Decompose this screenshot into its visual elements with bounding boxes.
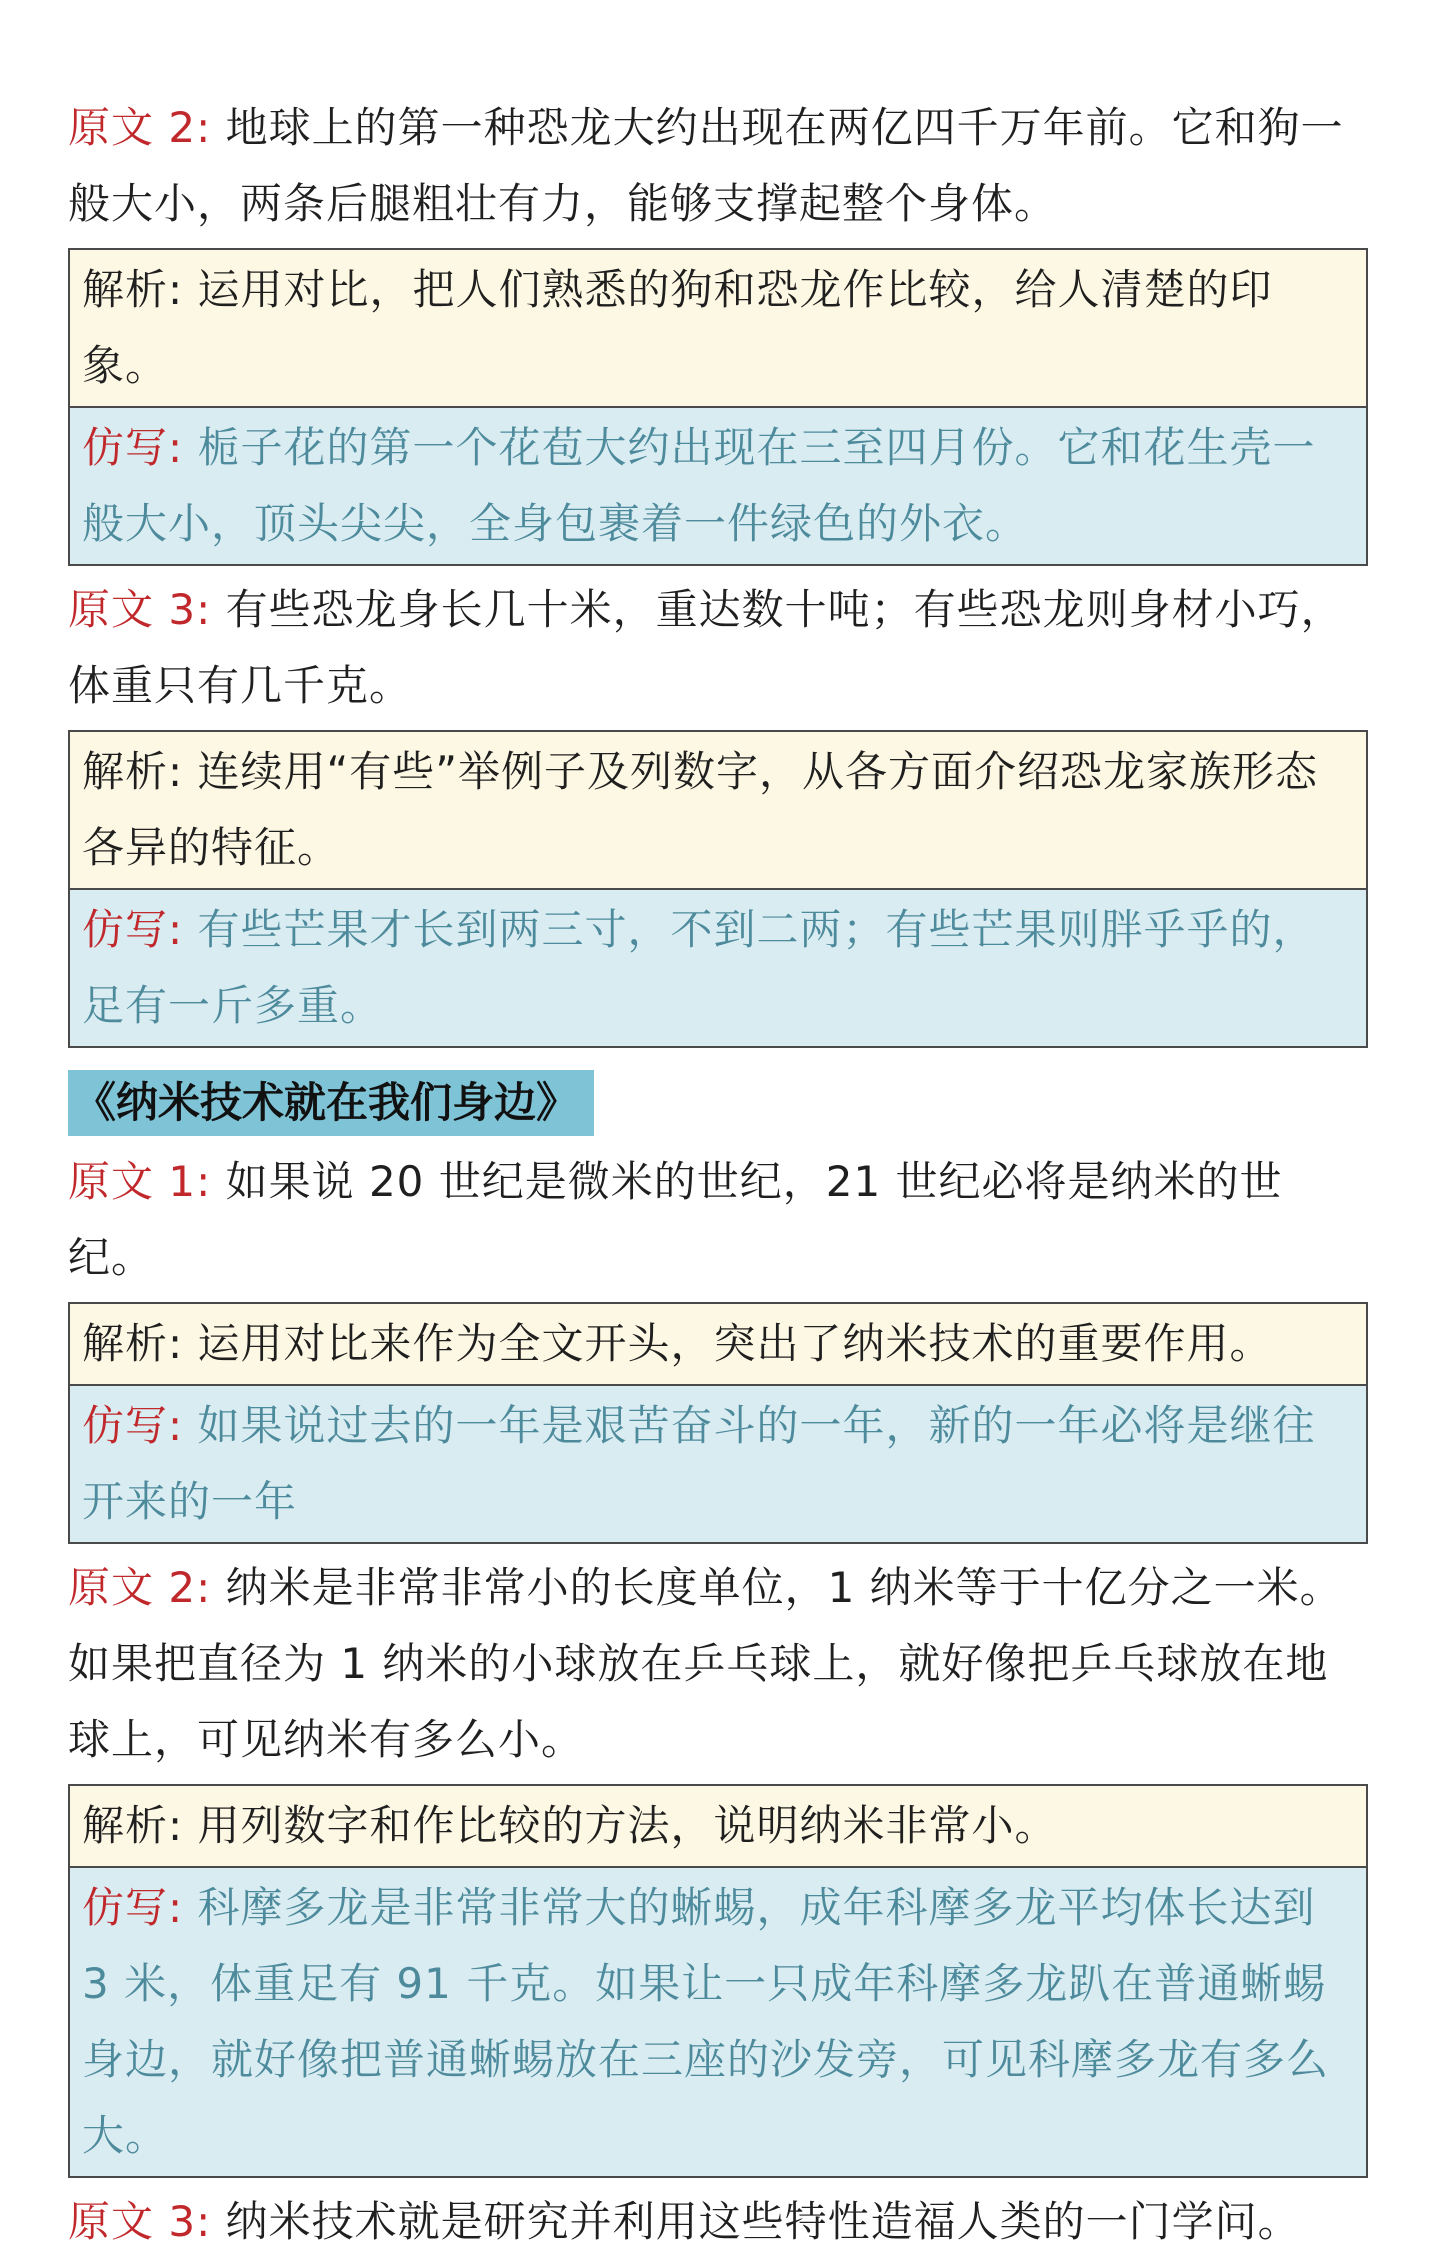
analysis-text: 用列数字和作比较的方法，说明纳米非常小。 bbox=[197, 1801, 1058, 1850]
original-text-block bbox=[68, 1144, 1368, 1296]
analysis-block bbox=[70, 1786, 1366, 1868]
original-text: 有些恐龙身长几十米，重达数十吨；有些恐龙则身材小巧，体重只有几千克。 bbox=[68, 585, 1344, 710]
original-text: 地球上的第一种恐龙大约出现在两亿四千万年前。它和狗一般大小，两条后腿粗壮有力，能够支撑起整个身体。 bbox=[68, 103, 1344, 228]
original-label: 原文 3: bbox=[68, 585, 212, 634]
analysis-label: 解析: bbox=[82, 265, 184, 314]
imitation-label: 仿写: bbox=[82, 1401, 184, 1450]
analysis-imitation-box bbox=[68, 1784, 1368, 2178]
analysis-block bbox=[70, 1304, 1366, 1386]
analysis-block bbox=[70, 250, 1366, 408]
original-label: 原文 2: bbox=[68, 1563, 212, 1612]
imitation-text: 如果说过去的一年是艰苦奋斗的一年，新的一年必将是继往开来的一年 bbox=[82, 1401, 1316, 1526]
original-text: 如果说 20 世纪是微米的世纪，21 世纪必将是纳米的世纪。 bbox=[68, 1157, 1283, 1282]
section-title-wrapper bbox=[68, 1054, 1368, 1144]
original-label: 原文 1: bbox=[68, 1157, 212, 1206]
analysis-text: 运用对比，把人们熟悉的狗和恐龙作比较，给人清楚的印象。 bbox=[82, 265, 1273, 390]
original-label: 原文 3: bbox=[68, 2197, 212, 2246]
original-text-block bbox=[68, 572, 1368, 724]
analysis-text: 连续用“有些”举例子及列数字，从各方面介绍恐龙家族形态各异的特征。 bbox=[82, 747, 1319, 872]
analysis-label: 解析: bbox=[82, 747, 184, 796]
imitation-block bbox=[70, 890, 1366, 1046]
analysis-imitation-box bbox=[68, 730, 1368, 1048]
analysis-text: 运用对比来作为全文开头，突出了纳米技术的重要作用。 bbox=[197, 1319, 1273, 1368]
analysis-label: 解析: bbox=[82, 1319, 184, 1368]
original-label: 原文 2: bbox=[68, 103, 212, 152]
analysis-imitation-box bbox=[68, 1302, 1368, 1544]
imitation-label: 仿写: bbox=[82, 905, 184, 954]
imitation-block bbox=[70, 1868, 1366, 2176]
original-text-block bbox=[68, 90, 1368, 242]
imitation-label: 仿写: bbox=[82, 423, 184, 472]
imitation-text: 栀子花的第一个花苞大约出现在三至四月份。它和花生壳一般大小，顶头尖尖，全身包裹着一件绿色的外衣。 bbox=[82, 423, 1316, 548]
imitation-block bbox=[70, 1386, 1366, 1542]
document-page bbox=[68, 90, 1368, 2260]
imitation-text: 科摩多龙是非常非常大的蜥蜴，成年科摩多龙平均体长达到 3 米，体重足有 91 千克。如果让一只成年科摩多龙趴在普通蜥蜴身边，就好像把普通蜥蜴放在三座的沙发旁，可见科摩多龙有多么大。 bbox=[82, 1883, 1330, 2160]
section-title: 《纳米技术就在我们身边》 bbox=[68, 1070, 594, 1136]
analysis-imitation-box bbox=[68, 248, 1368, 566]
original-text: 纳米技术就是研究并利用这些特性造福人类的一门学问。 bbox=[225, 2197, 1301, 2246]
imitation-block bbox=[70, 408, 1366, 564]
analysis-label: 解析: bbox=[82, 1801, 184, 1850]
imitation-label: 仿写: bbox=[82, 1883, 184, 1932]
analysis-block bbox=[70, 732, 1366, 890]
original-text: 纳米是非常非常小的长度单位，1 纳米等于十亿分之一米。如果把直径为 1 纳米的小球放在乒乓球上，就好像把乒乓球放在地球上，可见纳米有多么小。 bbox=[68, 1563, 1343, 1764]
original-text-block bbox=[68, 2184, 1368, 2260]
imitation-text: 有些芒果才长到两三寸，不到二两；有些芒果则胖乎乎的，足有一斤多重。 bbox=[82, 905, 1316, 1030]
original-text-block bbox=[68, 1550, 1368, 1778]
